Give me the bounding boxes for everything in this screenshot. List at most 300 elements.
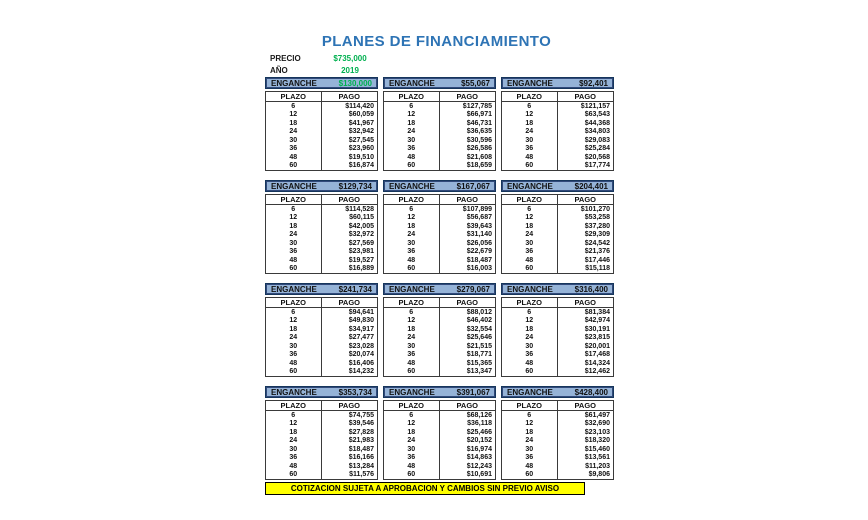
pago-cell: $63,543: [584, 111, 610, 119]
pago-cell: $26,056: [466, 239, 492, 247]
financing-plan: [501, 77, 614, 171]
pago-cell: $44,368: [584, 119, 610, 127]
pago-cell: $18,487: [348, 445, 374, 453]
table-row: [502, 351, 613, 360]
pago-cell: $46,402: [466, 317, 492, 325]
pago-cell: $16,889: [348, 265, 374, 273]
table-body: [384, 308, 495, 376]
table-row: [384, 428, 495, 437]
pago-cell: $27,477: [348, 334, 374, 342]
plazo-column-header: PLAZO: [384, 298, 440, 307]
table-body: [266, 205, 377, 273]
pago-cell: $24,542: [584, 239, 610, 247]
table-row: [384, 205, 495, 214]
price-info-block: [270, 52, 374, 76]
plazo-cell: 6: [266, 102, 322, 111]
pago-cell: $23,815: [584, 334, 610, 342]
table-row: [384, 222, 495, 231]
table-row: [384, 102, 495, 111]
table-body: [266, 102, 377, 170]
plazo-cell: 12: [502, 111, 558, 120]
table-row: [502, 317, 613, 326]
plazo-cell: 18: [266, 222, 322, 231]
plazo-pago-table: [383, 91, 496, 171]
plazo-column-header: PLAZO: [266, 92, 322, 101]
pago-cell: $13,284: [348, 462, 374, 470]
plazo-cell: 36: [384, 145, 440, 154]
table-body: [266, 308, 377, 376]
plazo-column-header: PLAZO: [384, 92, 440, 101]
table-row: [502, 214, 613, 223]
table-row: [384, 471, 495, 480]
table-row: [384, 119, 495, 128]
pago-cell: $39,546: [348, 420, 374, 428]
plazo-cell: 30: [384, 342, 440, 351]
plazo-cell: 48: [384, 462, 440, 471]
table-header-row: [502, 298, 613, 308]
table-row: [384, 334, 495, 343]
plazo-cell: 6: [502, 205, 558, 214]
table-row: [384, 153, 495, 162]
plazo-cell: 30: [384, 239, 440, 248]
pago-cell: $34,917: [348, 325, 374, 333]
plazo-cell: 48: [384, 256, 440, 265]
table-row: [266, 205, 377, 214]
plazo-pago-table: [265, 91, 378, 171]
enganche-header: [265, 283, 378, 295]
plazo-cell: 48: [266, 153, 322, 162]
plazo-cell: 18: [384, 222, 440, 231]
pago-cell: $23,960: [348, 145, 374, 153]
pago-column-header: PAGO: [338, 195, 361, 204]
table-row: [502, 359, 613, 368]
plazo-cell: 24: [266, 334, 322, 343]
pago-cell: $36,118: [467, 420, 492, 428]
table-row: [502, 411, 613, 420]
pago-cell: $17,446: [584, 256, 610, 264]
pago-column-header: PAGO: [456, 195, 479, 204]
plazo-cell: 48: [384, 153, 440, 162]
pago-cell: $32,972: [348, 231, 374, 239]
plazo-cell: 36: [502, 351, 558, 360]
plazo-cell: 48: [502, 462, 558, 471]
pago-cell: $12,243: [466, 462, 492, 470]
table-row: [266, 222, 377, 231]
enganche-header: [501, 283, 614, 295]
plazo-cell: 6: [266, 205, 322, 214]
pago-cell: $16,406: [348, 359, 374, 367]
precio-value: $735,000: [333, 53, 367, 63]
enganche-label: ENGANCHE: [507, 387, 553, 397]
pago-cell: $23,981: [348, 248, 374, 256]
table-row: [384, 111, 495, 120]
plazo-cell: 6: [502, 102, 558, 111]
plazo-cell: 36: [384, 454, 440, 463]
table-row: [266, 102, 377, 111]
plazo-cell: 36: [266, 454, 322, 463]
plazo-cell: 24: [502, 128, 558, 137]
plazo-cell: 12: [502, 420, 558, 429]
table-row: [502, 428, 613, 437]
plazo-cell: 60: [384, 162, 440, 171]
plazo-cell: 60: [266, 471, 322, 480]
plazo-cell: 48: [502, 256, 558, 265]
table-row: [502, 334, 613, 343]
plazo-cell: 6: [384, 411, 440, 420]
plazo-cell: 24: [266, 128, 322, 137]
table-row: [502, 368, 613, 377]
table-row: [266, 462, 377, 471]
plazo-cell: 60: [502, 471, 558, 480]
table-row: [384, 145, 495, 154]
plazo-cell: 36: [502, 145, 558, 154]
pago-cell: $17,774: [584, 162, 610, 170]
pago-cell: $114,420: [345, 102, 374, 110]
financing-plan: [265, 386, 378, 480]
pago-cell: $21,515: [466, 342, 492, 350]
plazo-cell: 6: [384, 308, 440, 317]
enganche-label: ENGANCHE: [389, 387, 435, 397]
pago-cell: $60,115: [349, 214, 374, 222]
plazo-cell: 36: [502, 248, 558, 257]
table-row: [266, 325, 377, 334]
pago-cell: $14,324: [584, 359, 610, 367]
enganche-header: [265, 180, 378, 192]
pago-cell: $56,687: [466, 214, 492, 222]
table-body: [384, 411, 495, 479]
pago-cell: $19,527: [348, 256, 374, 264]
plazo-column-header: PLAZO: [384, 401, 440, 410]
plazo-cell: 12: [384, 111, 440, 120]
pago-cell: $25,284: [584, 145, 610, 153]
pago-cell: $18,659: [466, 162, 492, 170]
pago-cell: $88,012: [466, 308, 492, 316]
pago-cell: $27,545: [348, 136, 374, 144]
table-row: [384, 325, 495, 334]
enganche-header: [501, 180, 614, 192]
pago-cell: $81,384: [584, 308, 610, 316]
plazo-cell: 60: [502, 265, 558, 274]
pago-cell: $74,755: [348, 411, 374, 419]
plazo-column-header: PLAZO: [502, 298, 558, 307]
pago-cell: $41,967: [348, 119, 374, 127]
table-row: [266, 239, 377, 248]
plazo-cell: 36: [266, 248, 322, 257]
plazo-cell: 30: [384, 445, 440, 454]
enganche-value: $55,067: [461, 78, 490, 88]
enganche-value: $316,400: [574, 284, 608, 294]
table-row: [502, 231, 613, 240]
enganche-value: $428,400: [574, 387, 608, 397]
table-row: [384, 454, 495, 463]
table-row: [266, 454, 377, 463]
plazo-cell: 48: [266, 256, 322, 265]
plazo-cell: 18: [502, 119, 558, 128]
pago-cell: $14,232: [348, 368, 374, 376]
plazo-cell: 24: [384, 128, 440, 137]
table-row: [502, 248, 613, 257]
plazo-cell: 24: [502, 437, 558, 446]
plazo-cell: 30: [266, 239, 322, 248]
enganche-value: $92,401: [579, 78, 608, 88]
disclaimer-banner: COTIZACION SUJETA A APROBACION Y CAMBIOS SIN PREVIO AVISO: [265, 482, 585, 495]
plazo-cell: 30: [502, 445, 558, 454]
table-header-row: [384, 298, 495, 308]
pago-cell: $31,140: [466, 231, 492, 239]
pago-cell: $34,803: [584, 128, 610, 136]
table-header-row: [266, 298, 377, 308]
plazo-pago-table: [383, 194, 496, 274]
pago-cell: $16,166: [348, 454, 374, 462]
plazo-cell: 24: [502, 231, 558, 240]
pago-cell: $49,830: [348, 317, 374, 325]
pago-cell: $11,203: [585, 462, 610, 470]
enganche-value: $279,067: [456, 284, 490, 294]
pago-column-header: PAGO: [338, 401, 361, 410]
plazo-column-header: PLAZO: [266, 401, 322, 410]
enganche-label: ENGANCHE: [389, 78, 435, 88]
page-title: PLANES DE FINANCIAMIENTO: [321, 33, 552, 50]
enganche-value: $241,734: [338, 284, 372, 294]
plazo-cell: 12: [502, 317, 558, 326]
table-row: [502, 162, 613, 171]
plazo-cell: 18: [502, 325, 558, 334]
table-row: [266, 334, 377, 343]
plazo-cell: 24: [266, 437, 322, 446]
table-row: [266, 359, 377, 368]
table-row: [502, 205, 613, 214]
enganche-label: ENGANCHE: [271, 284, 317, 294]
financing-plan: [383, 77, 496, 171]
precio-label: PRECIO: [270, 53, 301, 63]
table-row: [502, 222, 613, 231]
pago-column-header: PAGO: [574, 92, 597, 101]
table-row: [502, 128, 613, 137]
plazo-column-header: PLAZO: [502, 401, 558, 410]
table-row: [266, 119, 377, 128]
pago-cell: $27,828: [348, 428, 374, 436]
plazo-cell: 60: [502, 368, 558, 377]
pago-cell: $15,365: [466, 359, 492, 367]
pago-cell: $21,983: [348, 437, 374, 445]
pago-cell: $26,586: [466, 145, 492, 153]
financing-plan: [265, 180, 378, 274]
table-body: [384, 102, 495, 170]
plazo-cell: 36: [266, 351, 322, 360]
plazo-cell: 36: [384, 351, 440, 360]
table-row: [266, 231, 377, 240]
table-row: [266, 471, 377, 480]
pago-cell: $30,596: [466, 136, 492, 144]
plazo-column-header: PLAZO: [384, 195, 440, 204]
table-row: [502, 445, 613, 454]
plazo-pago-table: [383, 297, 496, 377]
pago-cell: $32,942: [348, 128, 374, 136]
pago-cell: $16,974: [466, 445, 492, 453]
table-row: [266, 445, 377, 454]
table-row: [266, 342, 377, 351]
plazo-cell: 60: [266, 265, 322, 274]
table-row: [502, 102, 613, 111]
plazo-column-header: PLAZO: [266, 195, 322, 204]
plazo-cell: 30: [266, 342, 322, 351]
anio-value: 2019: [341, 65, 359, 75]
table-row: [502, 256, 613, 265]
pago-cell: $61,497: [584, 411, 610, 419]
plazo-pago-table: [383, 400, 496, 480]
anio-row: [270, 64, 374, 76]
enganche-label: ENGANCHE: [507, 181, 553, 191]
table-header-row: [266, 195, 377, 205]
table-row: [502, 136, 613, 145]
pago-cell: $53,258: [584, 214, 610, 222]
plazo-cell: 18: [266, 428, 322, 437]
table-row: [384, 248, 495, 257]
plazo-pago-table: [265, 400, 378, 480]
pago-cell: $32,690: [584, 420, 610, 428]
pago-cell: $23,028: [348, 342, 374, 350]
table-row: [502, 437, 613, 446]
table-row: [266, 420, 377, 429]
pago-cell: $9,806: [588, 471, 610, 479]
enganche-label: ENGANCHE: [271, 387, 317, 397]
plans-grid: [265, 77, 614, 480]
pago-cell: $11,576: [349, 471, 374, 479]
table-row: [266, 256, 377, 265]
pago-cell: $68,126: [466, 411, 492, 419]
plazo-column-header: PLAZO: [502, 92, 558, 101]
table-row: [384, 420, 495, 429]
table-row: [502, 153, 613, 162]
pago-cell: $36,635: [466, 128, 492, 136]
pago-cell: $10,691: [466, 471, 492, 479]
enganche-header: [265, 386, 378, 398]
table-header-row: [266, 401, 377, 411]
pago-cell: $20,568: [584, 153, 610, 161]
plazo-cell: 48: [266, 359, 322, 368]
plazo-cell: 48: [266, 462, 322, 471]
enganche-header: [383, 283, 496, 295]
enganche-label: ENGANCHE: [389, 284, 435, 294]
table-row: [502, 420, 613, 429]
plazo-cell: 36: [502, 454, 558, 463]
plazo-cell: 30: [502, 136, 558, 145]
pago-cell: $18,487: [466, 256, 492, 264]
table-row: [266, 351, 377, 360]
plazo-cell: 12: [384, 214, 440, 223]
enganche-label: ENGANCHE: [389, 181, 435, 191]
table-row: [502, 454, 613, 463]
table-row: [502, 119, 613, 128]
plazo-cell: 24: [384, 231, 440, 240]
plazo-pago-table: [265, 297, 378, 377]
pago-cell: $16,874: [348, 162, 374, 170]
pago-column-header: PAGO: [456, 92, 479, 101]
plazo-cell: 24: [384, 334, 440, 343]
plazo-cell: 48: [502, 359, 558, 368]
plazo-cell: 12: [502, 214, 558, 223]
plazo-cell: 24: [502, 334, 558, 343]
table-row: [266, 162, 377, 171]
table-row: [266, 308, 377, 317]
plazo-cell: 30: [384, 136, 440, 145]
table-row: [384, 368, 495, 377]
pago-cell: $20,001: [584, 342, 610, 350]
plazo-pago-table: [501, 400, 614, 480]
anio-label: AÑO: [270, 65, 288, 75]
enganche-value: $130,000: [338, 78, 372, 88]
table-row: [266, 136, 377, 145]
pago-cell: $121,157: [580, 102, 610, 110]
table-row: [384, 214, 495, 223]
plazo-cell: 60: [384, 471, 440, 480]
table-body: [502, 205, 613, 273]
pago-cell: $21,376: [584, 248, 610, 256]
table-row: [384, 445, 495, 454]
precio-row: [270, 52, 374, 64]
enganche-header: [501, 386, 614, 398]
plazo-cell: 6: [266, 308, 322, 317]
pago-cell: $25,646: [466, 334, 492, 342]
plazo-cell: 30: [266, 445, 322, 454]
plazo-cell: 18: [502, 428, 558, 437]
pago-cell: $23,103: [584, 428, 610, 436]
financing-plan: [265, 283, 378, 377]
pago-cell: $25,466: [466, 428, 492, 436]
table-header-row: [384, 195, 495, 205]
table-row: [384, 256, 495, 265]
plazo-pago-table: [501, 194, 614, 274]
financing-plan: [383, 180, 496, 274]
plazo-cell: 18: [384, 428, 440, 437]
pago-cell: $127,785: [462, 102, 492, 110]
plazo-cell: 6: [384, 205, 440, 214]
table-row: [266, 317, 377, 326]
pago-cell: $32,554: [466, 325, 492, 333]
financing-plan: [501, 180, 614, 274]
enganche-label: ENGANCHE: [507, 78, 553, 88]
plazo-cell: 48: [384, 359, 440, 368]
pago-cell: $17,468: [584, 351, 610, 359]
table-body: [384, 205, 495, 273]
plazo-cell: 12: [384, 317, 440, 326]
pago-cell: $12,462: [584, 368, 610, 376]
financing-plan: [501, 283, 614, 377]
pago-cell: $13,347: [466, 368, 492, 376]
pago-cell: $19,510: [348, 153, 374, 161]
table-row: [502, 111, 613, 120]
pago-column-header: PAGO: [338, 92, 361, 101]
table-body: [502, 102, 613, 170]
pago-cell: $18,771: [466, 351, 492, 359]
table-row: [384, 136, 495, 145]
plazo-cell: 12: [266, 317, 322, 326]
table-row: [384, 351, 495, 360]
pago-cell: $18,320: [584, 437, 610, 445]
table-body: [502, 308, 613, 376]
pago-cell: $29,083: [584, 136, 610, 144]
table-row: [384, 308, 495, 317]
table-row: [384, 239, 495, 248]
enganche-header: [501, 77, 614, 89]
table-row: [384, 231, 495, 240]
table-row: [266, 145, 377, 154]
table-row: [502, 145, 613, 154]
table-row: [384, 317, 495, 326]
table-header-row: [502, 401, 613, 411]
pago-cell: $22,679: [466, 248, 492, 256]
table-row: [266, 368, 377, 377]
